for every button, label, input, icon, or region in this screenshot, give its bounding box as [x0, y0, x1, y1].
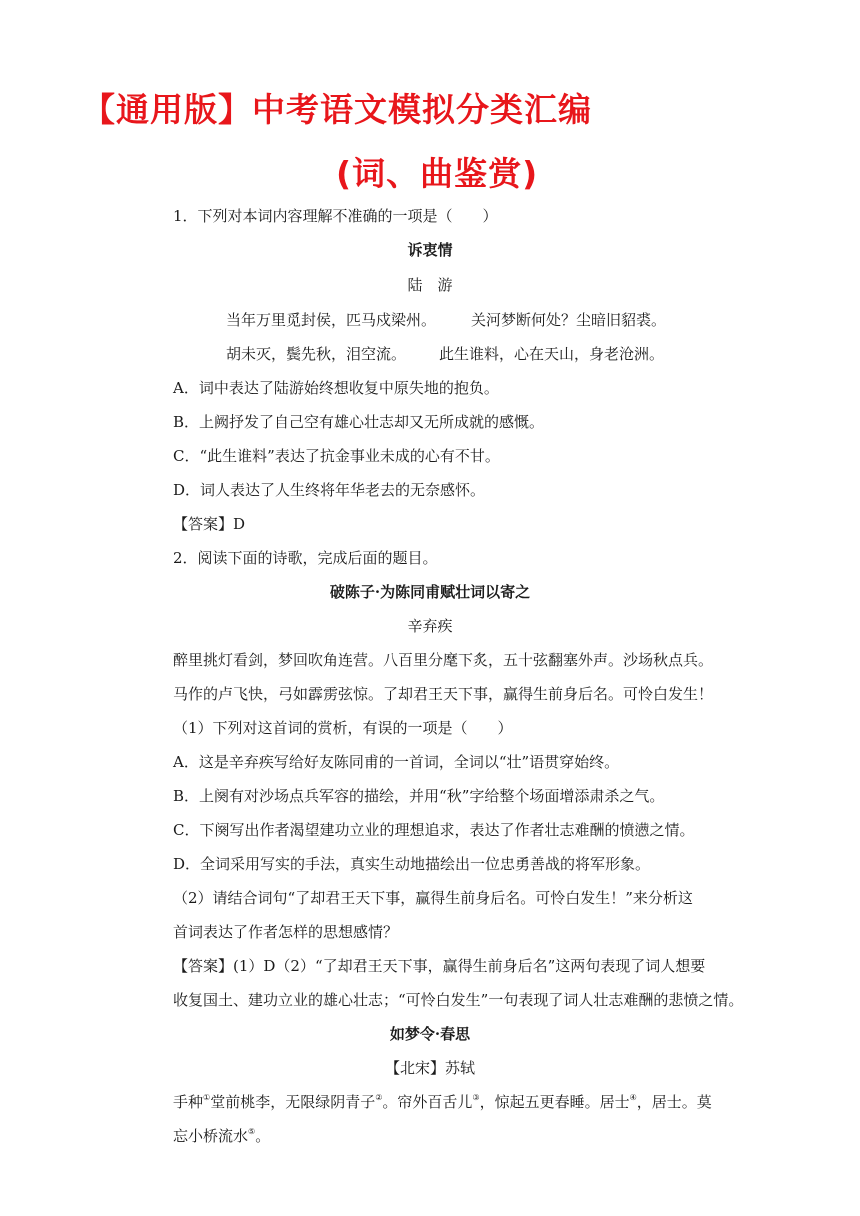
footnote-marker: ①: [203, 1093, 211, 1102]
question-2-sub-2: （2）请结合词句“了却君王天下事，赢得生前身后名。可怜白发生！”来分析这: [173, 889, 693, 907]
footnote-marker: ④: [629, 1093, 637, 1102]
poem-2-line: 马作的卢飞快，弓如霹雳弦惊。了却君王天下事，赢得生前身后名。可怜白发生！: [173, 685, 714, 703]
poem-2-author: 辛弃疾: [407, 617, 453, 635]
poem-1-author: 陆 游: [407, 276, 453, 294]
footnote-marker: ③: [472, 1093, 480, 1102]
poem-3-author: 【北宋】苏轼: [384, 1059, 475, 1077]
footnote-marker: ⑤: [248, 1127, 256, 1136]
question-1-option-b: B．上阙抒发了自己空有雄心壮志却又无所成就的感慨。: [173, 413, 545, 431]
poem-2-title: 破陈子·为陈同甫赋壮词以寄之: [329, 583, 531, 601]
question-2-option-b: B．上阕有对沙场点兵军容的描绘，并用“秋”字给整个场面增添肃杀之气。: [173, 787, 665, 805]
question-2-answer: 【答案】(1）D（2）“了却君王天下事，赢得生前身后名”这两句表现了词人想要: [173, 957, 706, 975]
question-1-option-d: D．词人表达了人生终将年华老去的无奈感怀。: [173, 481, 486, 499]
question-1-answer: 【答案】D: [173, 515, 246, 533]
poem-1-line: 关河梦断何处？尘暗旧貂裘。: [471, 311, 667, 329]
poem-1-title: 诉衷情: [407, 241, 453, 259]
poem-1-line: 胡未灭，鬓先秋，泪空流。: [226, 345, 407, 363]
question-2-answer-cont: 收复国土、建功立业的雄心壮志；“可怜白发生”一句表现了词人壮志难酬的悲愤之情。: [173, 991, 744, 1009]
question-2-sub-1: （1）下列对这首词的赏析，有误的一项是（ ）: [173, 719, 513, 737]
poem-1-line: 当年万里觅封侯，匹马戍梁州。: [226, 311, 437, 329]
question-2-option-c: C．下阕写出作者渴望建功立业的理想追求，表达了作者壮志难酬的愤懑之情。: [173, 821, 695, 839]
footnote-marker: ②: [375, 1093, 383, 1102]
poem-3-line: 忘小桥流水⑤。: [173, 1127, 271, 1145]
poem-3-line: 手种①堂前桃李，无限绿阴青子②。帘外百舌儿③，惊起五更春睡。居士④，居士。莫: [173, 1093, 712, 1111]
poem-2-line: 醉里挑灯看剑，梦回吹角连营。八百里分麾下炙，五十弦翻塞外声。沙场秋点兵。: [173, 651, 714, 669]
poem-1-line: 此生谁料，心在天山，身老沧洲。: [439, 345, 665, 363]
question-2-sub-2-cont: 首词表达了作者怎样的思想感情？: [173, 923, 399, 941]
document-title: 【通用版】中考语文模拟分类汇编: [82, 90, 592, 129]
question-2-option-a: A．这是辛弃疾写给好友陈同甫的一首词，全词以“壮”语贯穿始终。: [173, 753, 620, 771]
question-2-stem: 2．阅读下面的诗歌，完成后面的题目。: [173, 549, 438, 567]
document-subtitle: (词、曲鉴赏): [336, 154, 539, 193]
question-1-stem: 1．下列对本词内容理解不准确的一项是（ ）: [173, 207, 498, 225]
question-1-option-a: A．词中表达了陆游始终想收复中原失地的抱负。: [173, 379, 499, 397]
poem-3-title: 如梦令·春思: [389, 1025, 471, 1043]
question-2-option-d: D．全词采用写实的手法，真实生动地描绘出一位忠勇善战的将军形象。: [173, 855, 651, 873]
question-1-option-c: C．“此生谁料”表达了抗金事业未成的心有不甘。: [173, 447, 500, 465]
